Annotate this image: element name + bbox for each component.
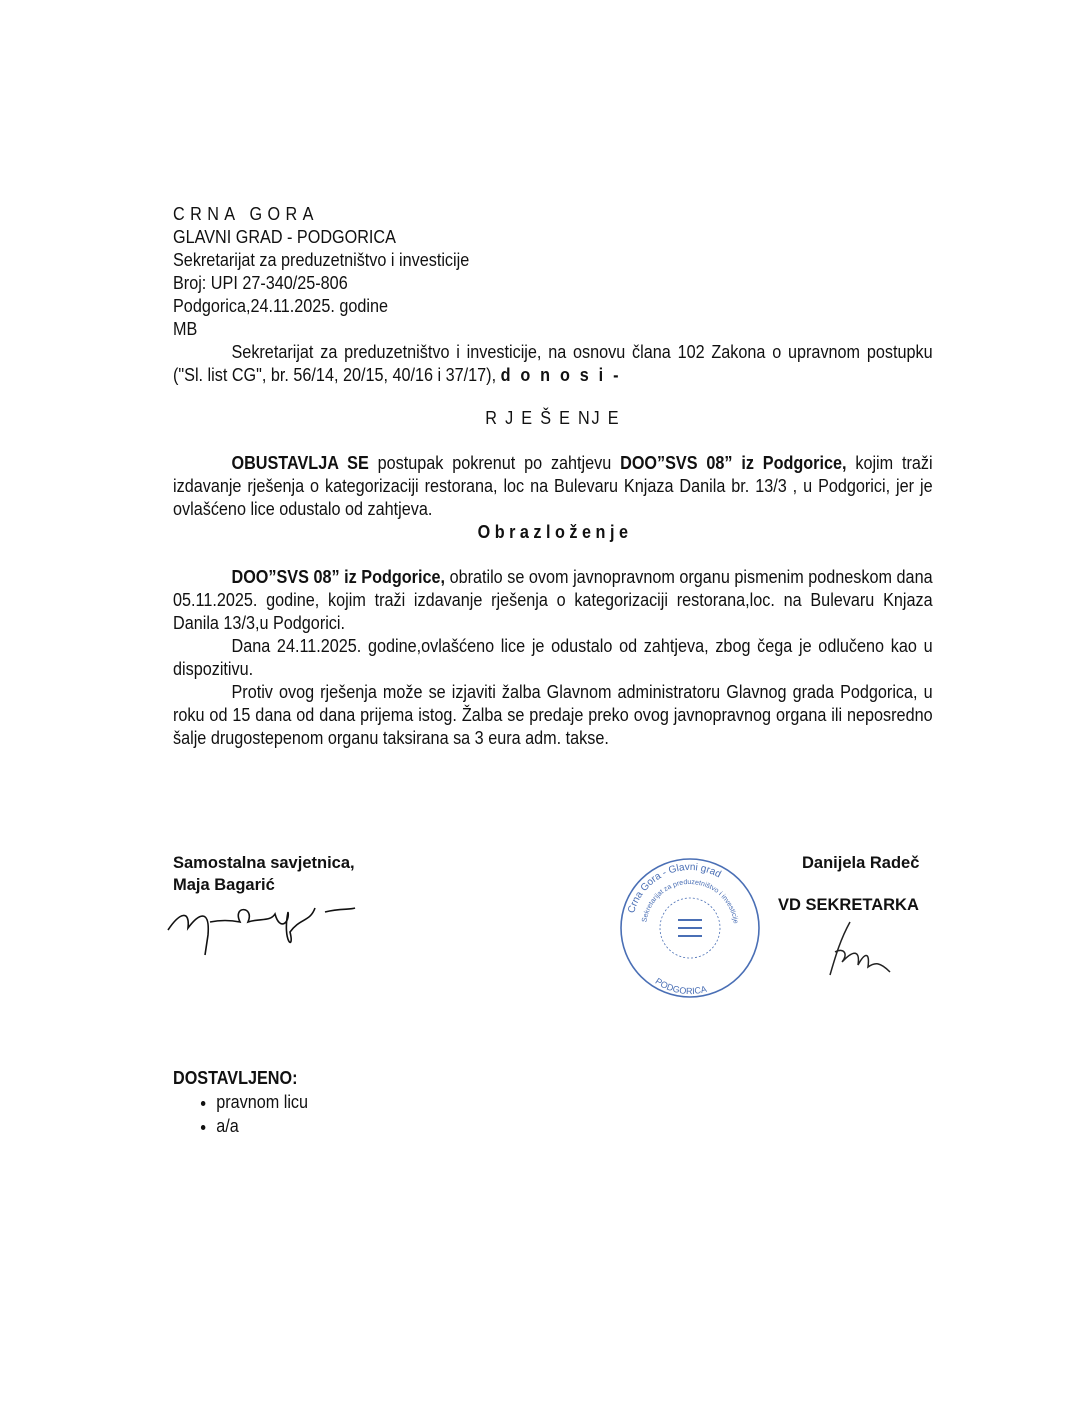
intro-text: Sekretarijat za preduzetništvo i investicije, na osnovu člana 102 Zakona o upravnom postupku ("Sl. list CG", br. 56/14, 20/15, 40/16 i 37/17), [173, 342, 933, 385]
intro-paragraph [173, 341, 933, 387]
delivery-item: • a/a [216, 1114, 932, 1138]
decision-paragraph [173, 452, 933, 521]
right-signer-name: Danijela Radeč [802, 854, 920, 872]
country-line: CRNA GORA [173, 204, 319, 224]
department-line: Sekretarijat za preduzetništvo i investicije [173, 250, 470, 270]
initials: MB [173, 319, 198, 339]
decision-text-2: kojim traži izdavanje rješenja o kategorizaciji restorana, loc na Bulevaru Knjaza Danila br. 13/3 , u Podgorici, jer je ovlašćeno lice odustalo od zahtjeva. [173, 453, 933, 519]
delivery-list [173, 1090, 933, 1138]
document-title: R J E Š E NJ E [485, 408, 621, 428]
decision-bold-1: OBUSTAVLJA SE [231, 453, 369, 473]
stamp-outer-text: Crna Gora - Glavni grad [626, 861, 723, 915]
decision-text-1: postupak pokrenut po zahtjevu [368, 453, 621, 473]
reasoning-paragraph-3: Protiv ovog rješenja može se izjaviti žalba Glavnom administratoru Glavnog grada Podgorica, u roku od 15 dana od dana prijema istog. Žalba se predaje preko ovog javnopravnog organa ili neposredno šalje drugostepenom organu taksirana sa 3 eura adm. takse. [173, 682, 933, 748]
stamp-bottom-text: PODGORICA [653, 975, 708, 997]
donosi: d o n o s i - [500, 365, 622, 385]
reasoning-text-1: obratilo se ovom javnopravnom organu pismenim podneskom dana 05.11.2025. godine, kojim traži izdavanje rješenja o kategorizaciji restorana,loc. na Bulevaru Knjaza Danila 13/3,u Podgorici. [173, 567, 933, 633]
delivery-section [173, 1067, 933, 1138]
reasoning-paragraph-1 [173, 566, 933, 635]
left-signer-title: Samostalna savjetnica, [173, 854, 355, 872]
stamp-inner-text: Sekretarijat za preduzetništvo i investicije [641, 878, 739, 925]
right-signer-title: VD SEKRETARKA [778, 896, 919, 914]
official-stamp [618, 856, 762, 1000]
reasoning-paragraph-2: Dana 24.11.2025. godine,ovlašćeno lice je odustalo od zahtjeva, zbog čega je odlučeno kao u dispozitivu. [173, 636, 933, 679]
svg-text:Sekretarijat za preduzetništvo [641, 879, 738, 924]
reasoning-bold: DOO”SVS 08” iz Podgorice, [231, 567, 446, 587]
place-date: Podgorica,24.11.2025. godine [173, 296, 388, 316]
delivery-item: • pravnom licu [216, 1090, 932, 1114]
document-body [173, 203, 933, 750]
left-signature-block [173, 852, 355, 896]
decision-bold-2: DOO”SVS 08” iz Podgorice, [620, 453, 847, 473]
svg-text:PODGORICA [654, 976, 708, 996]
reasoning-title: O b r a z l o ž e n j e [477, 522, 628, 542]
right-handwritten-signature [820, 920, 910, 980]
left-signer-name: Maja Bagarić [173, 876, 275, 894]
left-handwritten-signature [160, 900, 360, 960]
case-number: Broj: UPI 27-340/25-806 [173, 273, 348, 293]
delivery-heading: DOSTAVLJENO: [173, 1068, 298, 1088]
city-line: GLAVNI GRAD - PODGORICA [173, 227, 396, 247]
